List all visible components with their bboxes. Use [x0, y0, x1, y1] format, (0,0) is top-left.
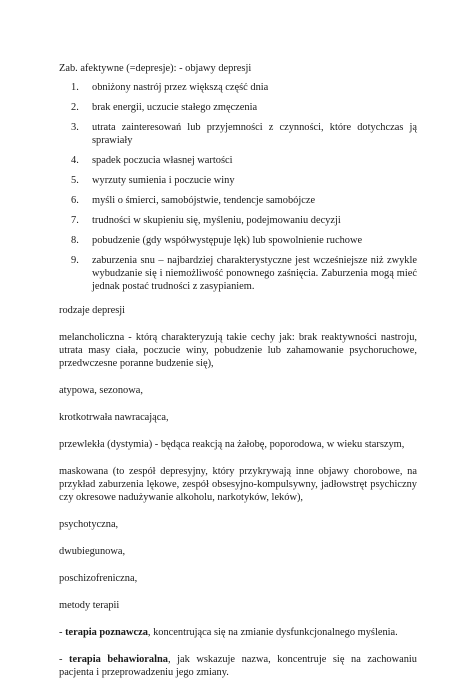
therapy-item [59, 653, 417, 679]
therapy-heading: metody terapii [59, 600, 120, 611]
list-item-text: wyrzuty sumienia i poczucie winy [92, 175, 235, 186]
depression-type: przewlekła (dystymia) - będąca reakcją na żałobę, poporodowa, w wieku starszym, [59, 439, 405, 450]
list-number: 5. [71, 175, 79, 186]
list-number: 3. [71, 122, 79, 133]
list-item [59, 174, 417, 187]
depression-type: psychotyczna, [59, 519, 119, 530]
list-item [59, 234, 417, 247]
list-item-text: brak energii, uczucie stałego zmęczenia [92, 102, 258, 113]
list-number: 4. [71, 155, 79, 166]
depression-type: melancholiczna - którą charakteryzują takie cechy jak: brak reaktywności nastroju, utrata masy ciała, poczucie winy, pobudzenie lub zahamowanie psychoruchowe, przedwczesne poranne budzenie się), [59, 332, 417, 369]
depression-type: maskowana (to zespół depresyjny, który przykrywają inne objawy chorobowe, na przykład zaburzenia lękowe, zespół obsesyjno-kompulsywny, jadłowstręt psychiczny czy okresowe nadużywanie alkoholu, narkotyków, leków), [59, 466, 417, 503]
list-item-text: utrata zainteresowań lub przyjemności z czynności, które dotychczas ją sprawiały [92, 122, 417, 146]
therapy-description: , koncentrująca się na zmianie dysfunkcjonalnego myślenia. [147, 627, 398, 638]
therapy-name: terapia poznawcza [65, 627, 148, 638]
list-item [59, 81, 417, 94]
list-item [59, 101, 417, 114]
list-item-text: zaburzenia snu – najbardziej charakterystyczne jest wcześniejsze niż zwykle wybudzanie się i niemożliwość ponownego zaśnięcia. Zaburzenia mogą mieć jednak postać trudności z zasypianiem. [92, 255, 417, 292]
list-number: 9. [71, 255, 79, 266]
document-page [59, 62, 417, 693]
list-item-text: trudności w skupieniu się, myśleniu, podejmowaniu decyzji [92, 215, 341, 226]
list-item [59, 214, 417, 227]
list-number: 7. [71, 215, 79, 226]
list-item-text: obniżony nastrój przez większą część dnia [92, 82, 269, 93]
list-number: 6. [71, 195, 79, 206]
list-item-text: pobudzenie (gdy współwystępuje lęk) lub spowolnienie ruchowe [92, 235, 363, 246]
therapy-name: terapia behawioralna [69, 654, 168, 665]
types-heading: rodzaje depresji [59, 305, 126, 316]
list-item [59, 154, 417, 167]
therapy-item [59, 626, 417, 639]
list-item-text: spadek poczucia własnej wartości [92, 155, 233, 166]
list-item [59, 254, 417, 293]
symptom-list [59, 81, 417, 293]
depression-type: atypowa, sezonowa, [59, 385, 143, 396]
depression-type: poschizofreniczna, [59, 573, 138, 584]
depression-type: krotkotrwała nawracająca, [59, 412, 169, 423]
list-number: 1. [71, 82, 79, 93]
list-item-text: myśli o śmierci, samobójstwie, tendencje samobójcze [92, 195, 316, 206]
therapy-prefix: - [59, 627, 66, 638]
depression-type: dwubiegunowa, [59, 546, 126, 557]
therapy-description: , jak wskazuje nazwa, koncentruje się na zachowaniu pacjenta i przeprowadzeniu jego zmiany. [59, 654, 417, 678]
section-heading: Zab. afektywne (=depresje): - objawy depresji [59, 63, 252, 74]
therapy-prefix: - [59, 654, 70, 665]
list-number: 8. [71, 235, 79, 246]
list-item [59, 121, 417, 147]
list-number: 2. [71, 102, 79, 113]
list-item [59, 194, 417, 207]
